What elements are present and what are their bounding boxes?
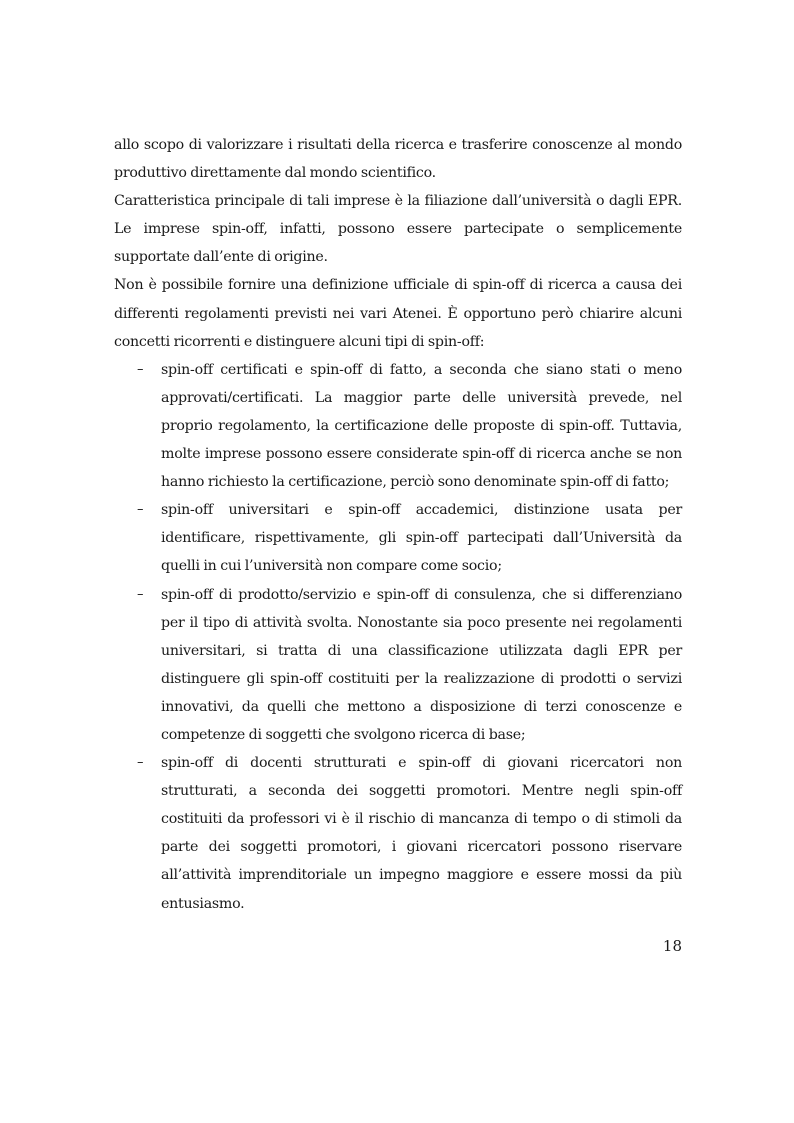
page-number: 18 bbox=[662, 937, 682, 955]
dash-bullet-icon: – bbox=[137, 586, 144, 602]
list-item bbox=[114, 749, 682, 918]
dash-bullet-icon: – bbox=[137, 502, 144, 518]
paragraph-spinoff-definition: Non è possibile fornire una definizione ufficiale di spin-off di ricerca a causa dei differenti regolamenti previsti nei vari Atenei. È opportuno però chiarire alcuni concetti ricorrenti e distinguere alcuni tipi di spin-off: bbox=[114, 277, 682, 350]
list-item bbox=[114, 581, 682, 750]
spinoff-types-list bbox=[114, 356, 682, 918]
list-item-text: spin-off di docenti strutturati e spin-off di giovani ricercatori non strutturati, a seconda dei soggetti promotori. Mentre negli spin-off costituiti da professori vi è il rischio di mancanza di tempo o di stimoli da parte dei soggetti promotori, i giovani ricercatori possono riservare all’attività imprenditoriale un impegno maggiore e essere mossi da più entusiasmo. bbox=[161, 755, 682, 912]
dash-bullet-icon: – bbox=[137, 755, 144, 771]
dash-bullet-icon: – bbox=[137, 361, 144, 377]
list-item bbox=[114, 496, 682, 580]
list-item bbox=[114, 356, 682, 496]
list-item-text: spin-off universitari e spin-off accademici, distinzione usata per identificare, rispettivamente, gli spin-off partecipati dall’Università da quelli in cui l’università non compare come socio; bbox=[161, 502, 682, 575]
paragraph-spinoff-characteristic: Caratteristica principale di tali imprese è la filiazione dall’università o dagli EPR. Le imprese spin-off, infatti, possono essere partecipate o semplicemente supportate dall’ente di origine. bbox=[114, 193, 682, 266]
list-item-text: spin-off di prodotto/servizio e spin-off di consulenza, che si differenziano per il tipo di attività svolta. Nonostante sia poco presente nei regolamenti universitari, si tratta di una classificazione utilizzata dagli EPR per distinguere gli spin-off costituiti per la realizzazione di prodotti o servizi innovativi, da quelli che mettono a disposizione di terzi conoscenze e competenze di soggetti che svolgono ricerca di base; bbox=[161, 586, 682, 743]
list-item-text: spin-off certificati e spin-off di fatto, a seconda che siano stati o meno approvati/certificati. La maggior parte delle università prevede, nel proprio regolamento, la certificazione delle proposte di spin-off. Tuttavia, molte imprese possono essere considerate spin-off di ricerca anche se non hanno richiesto la certificazione, perciò sono denominate spin-off di fatto; bbox=[161, 361, 682, 491]
document-body bbox=[114, 131, 682, 918]
paragraph-continuation: allo scopo di valorizzare i risultati della ricerca e trasferire conoscenze al mondo produttivo direttamente dal mondo scientifico. bbox=[114, 137, 682, 182]
